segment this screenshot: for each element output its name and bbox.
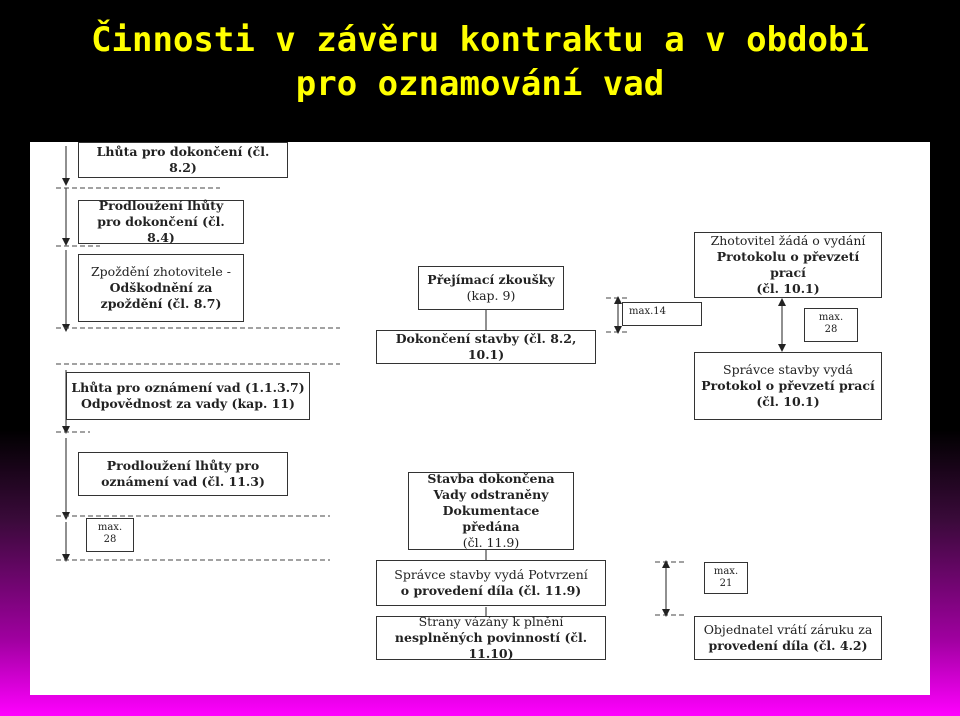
title-line-2: pro oznamování vad: [295, 64, 665, 104]
box-objednatel-vrati: Objednatel vrátí záruku za provedení díla (čl. 4.2): [694, 616, 882, 660]
box-prejimaci-zkousky: Přejímací zkoušky (kap. 9): [418, 266, 564, 310]
label-max-28-left: max. 28: [86, 518, 134, 552]
box-prodlouzeni-lhuty-dokonceni: Prodloužení lhůty pro dokončení (čl. 8.4): [78, 200, 244, 244]
box-zhotovitel-zada: Zhotovitel žádá o vydání Protokolu o převzetí prací (čl. 10.1): [694, 232, 882, 298]
label-max-28-right: max. 28: [804, 308, 858, 342]
box-prodlouzeni-lhuty-vad: Prodloužení lhůty pro oznámení vad (čl. 11.3): [78, 452, 288, 496]
box-lhuta-oznameni-vad: Lhůta pro oznámení vad (1.1.3.7) Odpovědnost za vady (kap. 11): [66, 372, 310, 420]
title-line-1: Činnosti v závěru kontraktu a v období: [91, 20, 869, 60]
label-max-21: max. 21: [704, 562, 748, 594]
box-dokonceni-stavby: Dokončení stavby (čl. 8.2, 10.1): [376, 330, 596, 364]
box-spravce-protokol: Správce stavby vydá Protokol o převzetí prací (čl. 10.1): [694, 352, 882, 420]
box-lhuta-pro-dokonceni: Lhůta pro dokončení (čl. 8.2): [78, 142, 288, 178]
box-zpozdeni-zhotovitele: Zpoždění zhotovitele - Odškodnění za zpoždění (čl. 8.7): [78, 254, 244, 322]
box-strany-vazany: Strany vázány k plnění nesplněných povinností (čl. 11.10): [376, 616, 606, 660]
label-max-14: max.14: [622, 302, 702, 326]
diagram-panel: [30, 142, 930, 695]
box-stavba-dokoncena: Stavba dokončena Vady odstraněny Dokumentace předána (čl. 11.9): [408, 472, 574, 550]
box-potvrzeni-provedeni: Správce stavby vydá Potvrzení o provedení díla (čl. 11.9): [376, 560, 606, 606]
page-title: [0, 18, 960, 106]
